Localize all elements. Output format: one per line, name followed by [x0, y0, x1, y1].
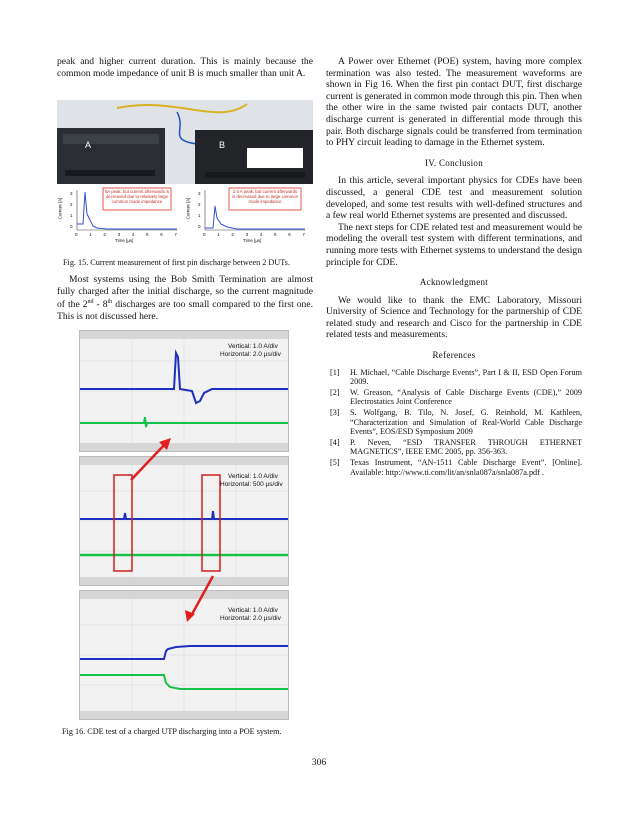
plot-b-ytick: 3 [198, 191, 201, 196]
ref-number: [4] [330, 437, 340, 447]
plot-a-xtick: 0 [75, 232, 78, 237]
reference-item [326, 408, 582, 437]
plot-b-ytick: 0 [198, 224, 201, 229]
ref-text: W. Greason, “Analysis of Cable Discharge Events (CDE),” 2009 Electrostatics Joint Conference [350, 387, 582, 407]
scope-panel-1 [79, 330, 289, 452]
right-para-1: A Power over Ethernet (POE) system, having more complex termination was also tested. The measurement waveforms are shown in Fig 16. When the first pin contact DUT, first discharge current is generated in common mode through this pin. Then when the other wire in the same twisted pair contacts DUT, another discharge current is generated in differential mode through this pair. Both discharge signals could be transferred from termination to PHY circuit leading to damage in the Ethernet system. [326, 56, 582, 149]
plot-b-ytick: 2 [198, 202, 201, 207]
reference-item [326, 438, 582, 457]
plot-b-xtick: 7 [302, 232, 305, 237]
plot-b-xtick: 5 [274, 232, 277, 237]
plot-a-ytick: 1 [70, 213, 73, 218]
panel1-horizontal: Horizontal: 2.0 µs/div [220, 351, 281, 358]
panel2-horizontal: Horizontal: 500 µs/div [220, 481, 283, 488]
plot-a-xtick: 7 [174, 232, 177, 237]
ref-number: [5] [330, 458, 340, 467]
panel3-horizontal: Horizontal: 2.0 µs/div [220, 615, 281, 622]
plot-a-xtick: 3 [117, 232, 121, 237]
fig15-caption: Fig. 15. Current measurement of first pin discharge between 2 DUTs. [63, 258, 290, 267]
ref-text: P. Neven, “ESD TRANSFER THROUGH ETHERNET MAGNETICS”, IEEE EMC 2005, pp. 356-363. [350, 437, 582, 457]
plot-a-ytick: 2 [70, 202, 73, 207]
reference-item [326, 458, 582, 477]
references-list [326, 368, 582, 478]
plot-a-xtick: 5 [146, 232, 149, 237]
plot-b-xticks [203, 232, 305, 237]
plot-a-yticks [70, 188, 73, 232]
acknowledgment-para: We would like to thank the EMC Laboratory, Missouri University of Science and Technology for the partnership of CDE related study and research and Cisco for the partnership in CDE related tests and measurements. [326, 294, 582, 341]
plot-b-xtick: 0 [203, 232, 206, 237]
plot-b-xtick: 1 [217, 232, 220, 237]
ref-number: [2] [330, 387, 340, 397]
ref-number: [3] [330, 408, 340, 418]
left-column [57, 56, 313, 79]
fig15-photo [57, 100, 313, 184]
fig16-oscilloscope [79, 330, 287, 722]
plot-a-xtick: 1 [89, 232, 92, 237]
plot-a-xtick: 4 [131, 232, 135, 237]
conclusion-para-2: The next steps for CDE related test and measurement would be modeling the overall test system with different terminations, and running more tests with Ethernet systems to understand the design principle for CDE. [326, 221, 582, 268]
ref-text: H. Michael, “Cable Discharge Events”, Part I & II, ESD Open Forum 2009. [350, 367, 582, 387]
scope-panel-3 [79, 590, 289, 720]
plot-a-ytick: 3 [70, 191, 73, 196]
page-number: 306 [311, 757, 327, 768]
plot-b-ytick: 1 [198, 213, 201, 218]
acknowledgment-heading: Acknowledgment [419, 277, 489, 288]
unit-b-label: B [219, 140, 226, 150]
left-para-2 [57, 274, 313, 323]
para2-sup-nd: nd [87, 299, 94, 306]
fig16-caption: Fig 16. CDE test of a charged UTP discharging into a POE system. [62, 727, 282, 736]
plot-b-xtick: 4 [259, 232, 263, 237]
right-column [326, 56, 582, 478]
para2-text-c: discharges are too small compared to the first one. This is not discussed here. [57, 299, 313, 322]
panel3-vertical: Vertical: 1.0 A/div [228, 607, 278, 614]
plot-b-xtick: 2 [231, 232, 234, 237]
plot-a-annotation: 5A peak, but current afterwards is decreased due to relatively large common mode impedance [105, 189, 170, 205]
plot-b-xlabel: Time [µs] [243, 238, 262, 243]
plot-b-yticks [198, 188, 201, 232]
ref-text: S. Wolfgang, B. Tilo, N. Josef, G. Reinhold, M. Kathleen, “Characterization and Simulation of Real-World Cable Discharge Events”, EOS/ESD Symposium 2009 [350, 408, 582, 437]
conclusion-heading: IV. Conclusion [424, 157, 484, 168]
plot-a-ylabel: Current [A] [57, 197, 63, 220]
plot-a-xlabel: Time [µs] [115, 238, 134, 243]
plot-a-xtick: 6 [160, 232, 163, 237]
left-lower-text [57, 258, 313, 323]
panel1-vertical: Vertical: 1.0 A/div [228, 343, 278, 350]
para2-text-b: - 8 [93, 299, 108, 311]
unit-a-label: A [85, 140, 92, 150]
plot-a-ytick: 0 [70, 224, 73, 229]
fig15-plots [57, 184, 313, 248]
plot-b-ylabel: Current [A] [185, 197, 191, 220]
para2-text-a: Most systems using the Bob Smith Termination are almost fully charged after the initial discharge, so the current magnitude of the 2 [57, 274, 313, 311]
para2-sup-th: th [107, 299, 113, 306]
plot-b-annotation: 2.6 A peak, but current afterwards is decreased due to large common mode impedance [232, 189, 298, 205]
scope-panel-2 [79, 456, 289, 586]
plot-a-xtick: 2 [103, 232, 106, 237]
conclusion-para-1: In this article, several important physics for CDEs have been discussed, a general CDE test and measurement solution developed, and some test results with well-defined structures and a few real world Ethernet systems are presented and discussed. [326, 175, 582, 222]
ref-text: Texas Instrument, “AN-1511 Cable Discharge Event”. [Online]. Available: http://www.ti.com/lit/an/snla087a/snla087a.pdf . [350, 458, 582, 477]
plot-a-xticks [75, 232, 177, 237]
ref-number: [1] [330, 367, 340, 377]
reference-item [326, 388, 582, 407]
reference-item [326, 368, 582, 387]
references-heading: References [432, 350, 476, 361]
left-para-1: peak and higher current duration. This is mainly because the common mode impedance of unit B is much smaller than unit A. [57, 56, 313, 79]
panel2-vertical: Vertical: 1.0 A/div [228, 473, 278, 480]
plot-b-xtick: 6 [288, 232, 291, 237]
plot-b-xtick: 3 [245, 232, 249, 237]
